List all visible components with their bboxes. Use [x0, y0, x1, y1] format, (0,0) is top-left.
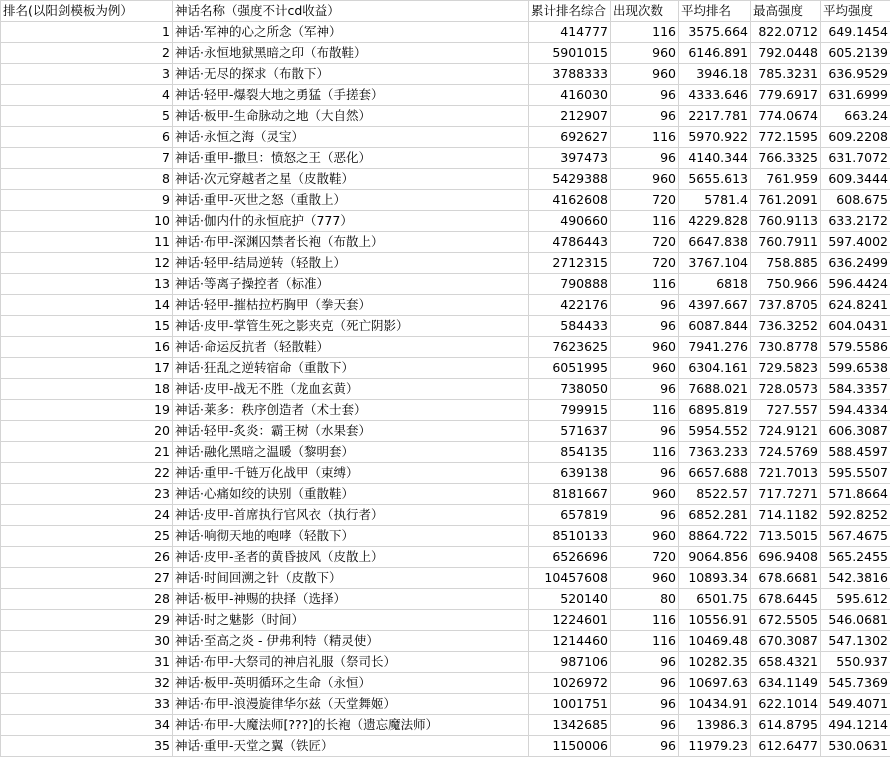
- name-cell[interactable]: 神话·重甲-千链万化战甲（束缚）: [173, 463, 529, 484]
- name-cell[interactable]: 神话·永恒地狱黑暗之印（布散鞋）: [173, 43, 529, 64]
- table-row: [1, 22, 890, 43]
- average-strength-cell[interactable]: 636.9529: [821, 64, 890, 85]
- rank-cell[interactable]: 13: [1, 274, 173, 295]
- appearances-cell[interactable]: 116: [611, 22, 679, 43]
- name-cell[interactable]: 神话·布甲-深渊囚禁者长袍（布散上）: [173, 232, 529, 253]
- cumulative-rank-cell[interactable]: 1224601: [529, 610, 611, 631]
- average-strength-cell[interactable]: 545.7369: [821, 673, 890, 694]
- max-strength-cell[interactable]: 730.8778: [751, 337, 821, 358]
- appearances-cell[interactable]: 96: [611, 421, 679, 442]
- table-row: [1, 169, 890, 190]
- appearances-cell[interactable]: 96: [611, 673, 679, 694]
- average-rank-cell[interactable]: 11979.23: [679, 736, 751, 757]
- appearances-cell[interactable]: 96: [611, 652, 679, 673]
- max-strength-cell[interactable]: 737.8705: [751, 295, 821, 316]
- table-row: [1, 43, 890, 64]
- max-strength-cell[interactable]: 785.3231: [751, 64, 821, 85]
- cumulative-rank-cell[interactable]: 5901015: [529, 43, 611, 64]
- cumulative-rank-cell[interactable]: 657819: [529, 505, 611, 526]
- name-cell[interactable]: 神话·伽内什的永恒庇护（777）: [173, 211, 529, 232]
- max-strength-cell[interactable]: 672.5505: [751, 610, 821, 631]
- average-rank-cell[interactable]: 8522.57: [679, 484, 751, 505]
- appearances-cell[interactable]: 96: [611, 148, 679, 169]
- table-row: [1, 190, 890, 211]
- average-strength-cell[interactable]: 571.8664: [821, 484, 890, 505]
- table-row: [1, 610, 890, 631]
- rank-cell[interactable]: 19: [1, 400, 173, 421]
- average-strength-cell[interactable]: 579.5586: [821, 337, 890, 358]
- average-rank-cell[interactable]: 3575.664: [679, 22, 751, 43]
- average-strength-cell[interactable]: 608.675: [821, 190, 890, 211]
- header-row: [1, 1, 890, 22]
- rank-cell[interactable]: 4: [1, 85, 173, 106]
- max-strength-cell[interactable]: 634.1149: [751, 673, 821, 694]
- max-strength-cell[interactable]: 724.5769: [751, 442, 821, 463]
- average-rank-cell[interactable]: 6657.688: [679, 463, 751, 484]
- cumulative-rank-cell[interactable]: 1150006: [529, 736, 611, 757]
- cumulative-rank-cell[interactable]: 639138: [529, 463, 611, 484]
- average-rank-cell[interactable]: 2217.781: [679, 106, 751, 127]
- cumulative-rank-cell[interactable]: 1214460: [529, 631, 611, 652]
- table-row: [1, 211, 890, 232]
- cumulative-rank-cell[interactable]: 422176: [529, 295, 611, 316]
- cumulative-rank-cell[interactable]: 414777: [529, 22, 611, 43]
- appearances-cell[interactable]: 960: [611, 64, 679, 85]
- average-rank-cell[interactable]: 6146.891: [679, 43, 751, 64]
- max-strength-cell[interactable]: 614.8795: [751, 715, 821, 736]
- rank-cell[interactable]: 34: [1, 715, 173, 736]
- name-cell[interactable]: 神话·板甲-生命脉动之地（大自然）: [173, 106, 529, 127]
- average-rank-cell[interactable]: 10282.35: [679, 652, 751, 673]
- max-strength-cell[interactable]: 779.6917: [751, 85, 821, 106]
- max-strength-cell[interactable]: 727.557: [751, 400, 821, 421]
- name-cell[interactable]: 神话·皮甲-首席执行官风衣（执行者）: [173, 505, 529, 526]
- average-rank-cell[interactable]: 10556.91: [679, 610, 751, 631]
- average-rank-cell[interactable]: 6895.819: [679, 400, 751, 421]
- appearances-cell[interactable]: 720: [611, 232, 679, 253]
- name-cell[interactable]: 神话·布甲-浪漫旋律华尔兹（天堂舞姬）: [173, 694, 529, 715]
- average-rank-cell[interactable]: 4397.667: [679, 295, 751, 316]
- appearances-cell[interactable]: 720: [611, 190, 679, 211]
- table-row: [1, 316, 890, 337]
- rank-cell[interactable]: 26: [1, 547, 173, 568]
- rank-cell[interactable]: 12: [1, 253, 173, 274]
- appearances-cell[interactable]: 960: [611, 169, 679, 190]
- average-rank-cell[interactable]: 10434.91: [679, 694, 751, 715]
- rank-cell[interactable]: 33: [1, 694, 173, 715]
- max-strength-cell[interactable]: 728.0573: [751, 379, 821, 400]
- name-cell[interactable]: 神话·板甲-英明循环之生命（永恒）: [173, 673, 529, 694]
- table-row: [1, 148, 890, 169]
- average-rank-cell[interactable]: 5954.552: [679, 421, 751, 442]
- max-strength-cell[interactable]: 736.3252: [751, 316, 821, 337]
- appearances-cell[interactable]: 96: [611, 106, 679, 127]
- rank-cell[interactable]: 27: [1, 568, 173, 589]
- table-row: [1, 736, 890, 757]
- appearances-cell[interactable]: 96: [611, 694, 679, 715]
- rank-cell[interactable]: 8: [1, 169, 173, 190]
- table-row: [1, 673, 890, 694]
- name-cell[interactable]: 神话·至高之炎 - 伊弗利特（精灵使）: [173, 631, 529, 652]
- name-cell[interactable]: 神话·等离子操控者（标准）: [173, 274, 529, 295]
- appearances-cell[interactable]: 960: [611, 43, 679, 64]
- average-rank-cell[interactable]: 5970.922: [679, 127, 751, 148]
- name-cell[interactable]: 神话·布甲-大魔法师[???]的长袍（遗忘魔法师）: [173, 715, 529, 736]
- appearances-cell[interactable]: 80: [611, 589, 679, 610]
- max-strength-cell[interactable]: 622.1014: [751, 694, 821, 715]
- average-rank-cell[interactable]: 3946.18: [679, 64, 751, 85]
- appearances-cell[interactable]: 96: [611, 379, 679, 400]
- cumulative-rank-cell[interactable]: 4786443: [529, 232, 611, 253]
- table-row: [1, 379, 890, 400]
- average-strength-cell[interactable]: 567.4675: [821, 526, 890, 547]
- average-strength-cell[interactable]: 649.1454: [821, 22, 890, 43]
- cumulative-rank-cell[interactable]: 397473: [529, 148, 611, 169]
- average-strength-cell[interactable]: 594.4334: [821, 400, 890, 421]
- max-strength-cell[interactable]: 761.959: [751, 169, 821, 190]
- name-cell[interactable]: 神话·莱多：秩序创造者（术士套）: [173, 400, 529, 421]
- appearances-cell[interactable]: 96: [611, 505, 679, 526]
- rank-cell[interactable]: 35: [1, 736, 173, 757]
- table-row: [1, 253, 890, 274]
- rank-cell[interactable]: 15: [1, 316, 173, 337]
- average-strength-cell[interactable]: 494.1214: [821, 715, 890, 736]
- max-strength-cell[interactable]: 822.0712: [751, 22, 821, 43]
- cumulative-rank-cell[interactable]: 212907: [529, 106, 611, 127]
- average-strength-cell[interactable]: 604.0431: [821, 316, 890, 337]
- appearances-cell[interactable]: 720: [611, 547, 679, 568]
- rank-cell[interactable]: 30: [1, 631, 173, 652]
- name-cell[interactable]: 神话·狂乱之逆转宿命（重散下）: [173, 358, 529, 379]
- average-strength-cell[interactable]: 547.1302: [821, 631, 890, 652]
- average-rank-cell[interactable]: 6087.844: [679, 316, 751, 337]
- average-strength-cell[interactable]: 530.0631: [821, 736, 890, 757]
- table-row: [1, 589, 890, 610]
- average-rank-cell[interactable]: 9064.856: [679, 547, 751, 568]
- cumulative-rank-cell[interactable]: 6526696: [529, 547, 611, 568]
- appearances-cell[interactable]: 116: [611, 442, 679, 463]
- average-strength-cell[interactable]: 592.8252: [821, 505, 890, 526]
- average-rank-cell[interactable]: 6818: [679, 274, 751, 295]
- average-strength-cell[interactable]: 595.5507: [821, 463, 890, 484]
- rank-cell[interactable]: 7: [1, 148, 173, 169]
- average-strength-cell[interactable]: 542.3816: [821, 568, 890, 589]
- name-cell[interactable]: 神话·板甲-神赐的抉择（选择）: [173, 589, 529, 610]
- average-rank-cell[interactable]: 10893.34: [679, 568, 751, 589]
- table-row: [1, 274, 890, 295]
- rank-cell[interactable]: 16: [1, 337, 173, 358]
- max-strength-cell[interactable]: 766.3325: [751, 148, 821, 169]
- table-row: [1, 652, 890, 673]
- average-strength-cell[interactable]: 549.4071: [821, 694, 890, 715]
- appearances-cell[interactable]: 960: [611, 526, 679, 547]
- average-rank-cell[interactable]: 7363.233: [679, 442, 751, 463]
- table-row: [1, 295, 890, 316]
- average-strength-cell[interactable]: 609.3444: [821, 169, 890, 190]
- table-row: [1, 421, 890, 442]
- header-rank[interactable]: 排名(以阳剑模板为例）: [1, 1, 173, 22]
- average-rank-cell[interactable]: 6304.161: [679, 358, 751, 379]
- appearances-cell[interactable]: 960: [611, 337, 679, 358]
- average-rank-cell[interactable]: 3767.104: [679, 253, 751, 274]
- table-row: [1, 547, 890, 568]
- average-rank-cell[interactable]: 4140.344: [679, 148, 751, 169]
- appearances-cell[interactable]: 96: [611, 715, 679, 736]
- average-strength-cell[interactable]: 624.8241: [821, 295, 890, 316]
- rank-cell[interactable]: 5: [1, 106, 173, 127]
- table-row: [1, 106, 890, 127]
- average-strength-cell[interactable]: 631.6999: [821, 85, 890, 106]
- average-strength-cell[interactable]: 584.3357: [821, 379, 890, 400]
- table-row: [1, 631, 890, 652]
- max-strength-cell[interactable]: 713.5015: [751, 526, 821, 547]
- average-rank-cell[interactable]: 6501.75: [679, 589, 751, 610]
- name-cell[interactable]: 神话·布甲-大祭司的神启礼服（祭司长）: [173, 652, 529, 673]
- max-strength-cell[interactable]: 724.9121: [751, 421, 821, 442]
- name-cell[interactable]: 神话·时之魅影（时间）: [173, 610, 529, 631]
- average-strength-cell[interactable]: 599.6538: [821, 358, 890, 379]
- max-strength-cell[interactable]: 612.6477: [751, 736, 821, 757]
- average-rank-cell[interactable]: 5655.613: [679, 169, 751, 190]
- name-cell[interactable]: 神话·无尽的探求（布散下）: [173, 64, 529, 85]
- average-strength-cell[interactable]: 606.3087: [821, 421, 890, 442]
- cumulative-rank-cell[interactable]: 987106: [529, 652, 611, 673]
- rank-cell[interactable]: 14: [1, 295, 173, 316]
- cumulative-rank-cell[interactable]: 416030: [529, 85, 611, 106]
- table-row: [1, 568, 890, 589]
- cumulative-rank-cell[interactable]: 854135: [529, 442, 611, 463]
- table-body: [1, 22, 890, 757]
- name-cell[interactable]: 神话·轻甲-爆裂大地之勇猛（手搓套）: [173, 85, 529, 106]
- max-strength-cell[interactable]: 758.885: [751, 253, 821, 274]
- appearances-cell[interactable]: 116: [611, 400, 679, 421]
- table-row: [1, 526, 890, 547]
- header-average-strength[interactable]: 平均强度: [821, 1, 890, 22]
- cumulative-rank-cell[interactable]: 1342685: [529, 715, 611, 736]
- average-strength-cell[interactable]: 546.0681: [821, 610, 890, 631]
- header-appearances[interactable]: 出现次数: [611, 1, 679, 22]
- name-cell[interactable]: 神话·时间回溯之针（皮散下）: [173, 568, 529, 589]
- max-strength-cell[interactable]: 729.5823: [751, 358, 821, 379]
- rank-cell[interactable]: 23: [1, 484, 173, 505]
- cumulative-rank-cell[interactable]: 7623625: [529, 337, 611, 358]
- max-strength-cell[interactable]: 721.7013: [751, 463, 821, 484]
- appearances-cell[interactable]: 116: [611, 610, 679, 631]
- appearances-cell[interactable]: 116: [611, 274, 679, 295]
- cumulative-rank-cell[interactable]: 584433: [529, 316, 611, 337]
- appearances-cell[interactable]: 960: [611, 568, 679, 589]
- max-strength-cell[interactable]: 678.6445: [751, 589, 821, 610]
- average-rank-cell[interactable]: 4333.646: [679, 85, 751, 106]
- name-cell[interactable]: 神话·重甲-灭世之怒（重散上）: [173, 190, 529, 211]
- appearances-cell[interactable]: 720: [611, 253, 679, 274]
- average-strength-cell[interactable]: 663.24: [821, 106, 890, 127]
- cumulative-rank-cell[interactable]: 790888: [529, 274, 611, 295]
- average-rank-cell[interactable]: 7941.276: [679, 337, 751, 358]
- name-cell[interactable]: 神话·皮甲-圣者的黄昏披风（皮散上）: [173, 547, 529, 568]
- cumulative-rank-cell[interactable]: 5429388: [529, 169, 611, 190]
- name-cell[interactable]: 神话·重甲-撒旦：愤怒之王（恶化）: [173, 148, 529, 169]
- table-row: [1, 400, 890, 421]
- table-row: [1, 232, 890, 253]
- cumulative-rank-cell[interactable]: 1026972: [529, 673, 611, 694]
- rank-cell[interactable]: 25: [1, 526, 173, 547]
- rank-cell[interactable]: 6: [1, 127, 173, 148]
- average-strength-cell[interactable]: 631.7072: [821, 148, 890, 169]
- cumulative-rank-cell[interactable]: 10457608: [529, 568, 611, 589]
- rank-cell[interactable]: 22: [1, 463, 173, 484]
- name-cell[interactable]: 神话·轻甲-炙炎：霸王树（水果套）: [173, 421, 529, 442]
- average-rank-cell[interactable]: 7688.021: [679, 379, 751, 400]
- appearances-cell[interactable]: 96: [611, 736, 679, 757]
- average-rank-cell[interactable]: 6852.281: [679, 505, 751, 526]
- name-cell[interactable]: 神话·响彻天地的咆哮（轻散下）: [173, 526, 529, 547]
- table-row: [1, 85, 890, 106]
- rank-cell[interactable]: 29: [1, 610, 173, 631]
- rank-cell[interactable]: 24: [1, 505, 173, 526]
- appearances-cell[interactable]: 116: [611, 211, 679, 232]
- max-strength-cell[interactable]: 670.3087: [751, 631, 821, 652]
- appearances-cell[interactable]: 116: [611, 127, 679, 148]
- rank-cell[interactable]: 18: [1, 379, 173, 400]
- max-strength-cell[interactable]: 658.4321: [751, 652, 821, 673]
- rank-cell[interactable]: 11: [1, 232, 173, 253]
- max-strength-cell[interactable]: 760.9113: [751, 211, 821, 232]
- rank-cell[interactable]: 9: [1, 190, 173, 211]
- rank-cell[interactable]: 3: [1, 64, 173, 85]
- header-average-rank[interactable]: 平均排名: [679, 1, 751, 22]
- name-cell[interactable]: 神话·军神的心之所念（军神）: [173, 22, 529, 43]
- rank-cell[interactable]: 31: [1, 652, 173, 673]
- appearances-cell[interactable]: 116: [611, 631, 679, 652]
- header-max-strength[interactable]: 最高强度: [751, 1, 821, 22]
- table-row: [1, 64, 890, 85]
- average-strength-cell[interactable]: 565.2455: [821, 547, 890, 568]
- name-cell[interactable]: 神话·轻甲-结局逆转（轻散上）: [173, 253, 529, 274]
- cumulative-rank-cell[interactable]: 738050: [529, 379, 611, 400]
- average-strength-cell[interactable]: 609.2208: [821, 127, 890, 148]
- max-strength-cell[interactable]: 774.0674: [751, 106, 821, 127]
- rank-cell[interactable]: 21: [1, 442, 173, 463]
- name-cell[interactable]: 神话·重甲-天堂之翼（铁匠）: [173, 736, 529, 757]
- cumulative-rank-cell[interactable]: 8510133: [529, 526, 611, 547]
- cumulative-rank-cell[interactable]: 4162608: [529, 190, 611, 211]
- name-cell[interactable]: 神话·永恒之海（灵宝）: [173, 127, 529, 148]
- average-rank-cell[interactable]: 13986.3: [679, 715, 751, 736]
- max-strength-cell[interactable]: 761.2091: [751, 190, 821, 211]
- max-strength-cell[interactable]: 717.7271: [751, 484, 821, 505]
- name-cell[interactable]: 神话·融化黑暗之温暖（黎明套）: [173, 442, 529, 463]
- table-row: [1, 715, 890, 736]
- average-strength-cell[interactable]: 636.2499: [821, 253, 890, 274]
- max-strength-cell[interactable]: 678.6681: [751, 568, 821, 589]
- table-row: [1, 505, 890, 526]
- cumulative-rank-cell[interactable]: 490660: [529, 211, 611, 232]
- cumulative-rank-cell[interactable]: 6051995: [529, 358, 611, 379]
- max-strength-cell[interactable]: 772.1595: [751, 127, 821, 148]
- cumulative-rank-cell[interactable]: 3788333: [529, 64, 611, 85]
- table-row: [1, 358, 890, 379]
- name-cell[interactable]: 神话·次元穿越者之星（皮散鞋）: [173, 169, 529, 190]
- average-strength-cell[interactable]: 633.2172: [821, 211, 890, 232]
- average-strength-cell[interactable]: 605.2139: [821, 43, 890, 64]
- name-cell[interactable]: 神话·皮甲-战无不胜（龙血玄黄）: [173, 379, 529, 400]
- rank-cell[interactable]: 10: [1, 211, 173, 232]
- rank-cell[interactable]: 20: [1, 421, 173, 442]
- max-strength-cell[interactable]: 760.7911: [751, 232, 821, 253]
- header-cumulative-rank[interactable]: 累计排名综合: [529, 1, 611, 22]
- table-row: [1, 694, 890, 715]
- cumulative-rank-cell[interactable]: 1001751: [529, 694, 611, 715]
- appearances-cell[interactable]: 96: [611, 295, 679, 316]
- table-row: [1, 463, 890, 484]
- appearances-cell[interactable]: 96: [611, 316, 679, 337]
- average-rank-cell[interactable]: 10697.63: [679, 673, 751, 694]
- cumulative-rank-cell[interactable]: 571637: [529, 421, 611, 442]
- name-cell[interactable]: 神话·命运反抗者（轻散鞋）: [173, 337, 529, 358]
- rank-cell[interactable]: 17: [1, 358, 173, 379]
- average-strength-cell[interactable]: 596.4424: [821, 274, 890, 295]
- rank-cell[interactable]: 32: [1, 673, 173, 694]
- average-strength-cell[interactable]: 550.937: [821, 652, 890, 673]
- cumulative-rank-cell[interactable]: 2712315: [529, 253, 611, 274]
- max-strength-cell[interactable]: 792.0448: [751, 43, 821, 64]
- average-strength-cell[interactable]: 595.612: [821, 589, 890, 610]
- average-rank-cell[interactable]: 6647.838: [679, 232, 751, 253]
- cumulative-rank-cell[interactable]: 8181667: [529, 484, 611, 505]
- average-rank-cell[interactable]: 4229.828: [679, 211, 751, 232]
- header-name[interactable]: 神话名称（强度不计cd收益）: [173, 1, 529, 22]
- appearances-cell[interactable]: 96: [611, 463, 679, 484]
- name-cell[interactable]: 神话·皮甲-掌管生死之影夹克（死亡阴影）: [173, 316, 529, 337]
- rank-cell[interactable]: 28: [1, 589, 173, 610]
- average-strength-cell[interactable]: 597.4002: [821, 232, 890, 253]
- table-row: [1, 337, 890, 358]
- appearances-cell[interactable]: 960: [611, 358, 679, 379]
- name-cell[interactable]: 神话·心痛如绞的诀别（重散鞋）: [173, 484, 529, 505]
- appearances-cell[interactable]: 960: [611, 484, 679, 505]
- table-row: [1, 127, 890, 148]
- rank-cell[interactable]: 1: [1, 22, 173, 43]
- average-strength-cell[interactable]: 588.4597: [821, 442, 890, 463]
- max-strength-cell[interactable]: 714.1182: [751, 505, 821, 526]
- appearances-cell[interactable]: 96: [611, 85, 679, 106]
- max-strength-cell[interactable]: 696.9408: [751, 547, 821, 568]
- average-rank-cell[interactable]: 8864.722: [679, 526, 751, 547]
- max-strength-cell[interactable]: 750.966: [751, 274, 821, 295]
- average-rank-cell[interactable]: 10469.48: [679, 631, 751, 652]
- average-rank-cell[interactable]: 5781.4: [679, 190, 751, 211]
- cumulative-rank-cell[interactable]: 799915: [529, 400, 611, 421]
- cumulative-rank-cell[interactable]: 520140: [529, 589, 611, 610]
- name-cell[interactable]: 神话·轻甲-摧枯拉朽胸甲（拳天套）: [173, 295, 529, 316]
- table-row: [1, 484, 890, 505]
- table-row: [1, 442, 890, 463]
- rank-cell[interactable]: 2: [1, 43, 173, 64]
- cumulative-rank-cell[interactable]: 692627: [529, 127, 611, 148]
